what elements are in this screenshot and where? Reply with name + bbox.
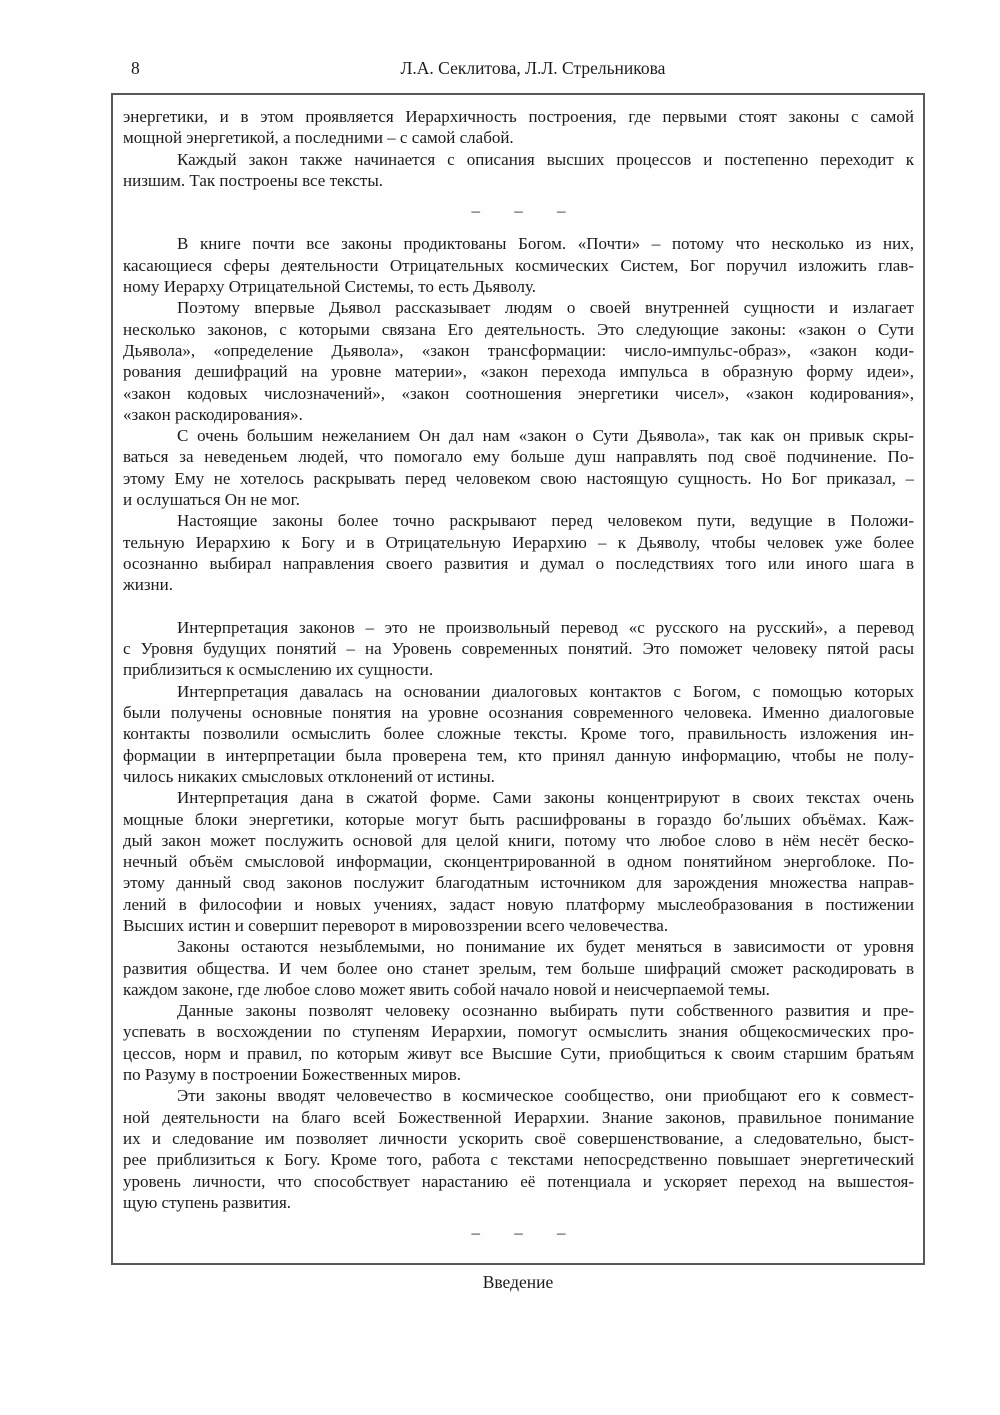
text-line: осознанно выбирал направления своего развития и думал о последствиях того или иного шага в	[123, 553, 914, 573]
paragraph	[123, 936, 914, 1000]
text-line: Дьявола», «определение Дьявола», «закон трансформации: число-импульс-образ», «закон коди-	[123, 340, 914, 360]
page-number: 8	[131, 58, 140, 78]
paragraph	[123, 681, 914, 787]
text-line: этому данный свод законов послужит благодатным источником для зарождения множества направ-	[123, 873, 914, 893]
text-line: уровень личности, что способствует нарастанию её потенциала и ускоряет переход на вышестоя-	[123, 1171, 914, 1191]
text-line: ному Иерарху Отрицательной Системы, то есть Дьяволу.	[123, 277, 537, 297]
text-line: рее приблизиться к Богу. Кроме того, работа с текстами непосредственно повышает энергетический	[123, 1150, 914, 1170]
text-line: каждом законе, где любое слово может явить собой начало новой и неисчерпаемой темы.	[123, 979, 770, 999]
paragraph	[123, 787, 914, 936]
text-line: «закон раскодирования».	[123, 404, 303, 424]
paragraph	[123, 1000, 914, 1085]
paragraph	[123, 233, 914, 297]
text-line: формации в интерпретации была проверена тем, кто принял данную информацию, чтобы не полу-	[123, 745, 914, 765]
text-line: дый закон может послужить основой для целой книги, потому что любое слово в нём несёт беско-	[123, 830, 914, 850]
text-line: тельную Иерархию к Богу и в Отрицательную Иерархию – к Дьяволу, чтобы человек уже более	[123, 532, 914, 552]
text-line: мощной энергетикой, а последними – с самой слабой.	[123, 128, 514, 148]
section-heading: Введение	[482, 1272, 554, 1292]
text-line: контакты позволили осмыслить более сложные тексты. Кроме того, правильность изложения ин-	[123, 724, 914, 744]
text-line: Настоящие законы более точно раскрывают перед человеком пути, ведущие в Положи-	[177, 511, 914, 531]
text-line: Данные законы позволят человеку осознанно выбирать пути собственного развития и пре-	[177, 1001, 914, 1021]
text-line: ваться за неведеньем людей, что помогало ему больше душ направлять под своё подчинение. По-	[123, 447, 914, 467]
text-line: успевать в восхождении по ступеням Иерархии, помогут осмыслить знания общекосмических про-	[123, 1022, 914, 1042]
text-line: Законы остаются незыблемыми, но понимание их будет меняться в зависимости от уровня	[177, 937, 914, 957]
text-line: касающиеся сферы деятельности Отрицательных космических Систем, Бог поручил изложить глав-	[123, 255, 914, 275]
text-line: жизни.	[123, 575, 174, 595]
text-line: низшим. Так построены все тексты.	[123, 170, 384, 190]
text-line: с Уровня будущих понятий – на Уровень современных понятий. Это поможет человеку пятой расы	[123, 639, 914, 659]
text-line: рования дешифраций на уровне материи», «закон перехода импульса в образную форму идеи»,	[123, 362, 914, 382]
text-line: энергетики, и в этом проявляется Иерархичность построения, где первыми стоят законы с самой	[123, 107, 914, 126]
text-box	[111, 93, 925, 1265]
text-line: несколько законов, с которыми связана Его деятельность. Это следующие законы: «закон о Сути	[123, 319, 914, 339]
paragraph	[123, 510, 914, 595]
text-line: мощные блоки энергетики, которые могут быть расшифрованы в гораздо бо′льших объёмах. Каж-	[123, 809, 914, 829]
text-line: «закон кодовых числозначений», «закон соотношения энергетики чисел», «закон кодирования»,	[123, 383, 914, 403]
text-line: по Разуму в построении Божественных миров.	[123, 1065, 462, 1085]
paragraph	[123, 617, 914, 681]
text-line: Высших истин и совершит переворот в мировоззрении всего человечества.	[123, 915, 669, 935]
text-line: приблизиться к осмыслению их сущности.	[123, 660, 434, 680]
text-line: Интерпретация дана в сжатой форме. Сами законы концентрируют в своих текстах очень	[177, 788, 914, 808]
paragraph	[123, 297, 914, 425]
text-line: Эти законы вводят человечество в космическое сообщество, они приобщают его к совмест-	[177, 1086, 914, 1106]
text-line: Интерпретация давалась на основании диалоговых контактов с Богом, с помощью которых	[177, 681, 914, 701]
text-line: и ослушаться Он не мог.	[123, 490, 300, 510]
text-line: щую ступень развития.	[123, 1192, 292, 1212]
text-line: чилось никаких смысловых отклонений от истины.	[123, 766, 495, 786]
text-line: Поэтому впервые Дьявол рассказывает людям о своей внутренней сущности и излагает	[177, 298, 914, 318]
text-line: В книге почти все законы продиктованы Богом. «Почти» – потому что несколько из них,	[177, 234, 914, 254]
text-line: этому Ему не хотелось раскрывать перед человеком свою настоящую сущность. Но Бог приказал, –	[123, 468, 914, 488]
text-line: были получены основные понятия на уровне осознания современного человека. Именно диалоговые	[123, 703, 914, 723]
paragraph	[123, 1085, 914, 1213]
paragraph	[123, 425, 914, 510]
text-line: лений в философии и новых учениях, задаст новую платформу мыслеобразования в постижении	[123, 894, 914, 914]
text-line: нечный объём смысловой информации, сконцентрированной в одном понятийном энергоблоке. По-	[123, 852, 914, 872]
text-line: С очень большим нежеланием Он дал нам «закон о Сути Дьявола», так как он привык скры-	[177, 426, 914, 446]
section-separator-dashes: – – –	[471, 201, 566, 221]
text-line: цессов, норм и правил, по которым живут все Высшие Сути, приобщиться к своим старшим братьям	[123, 1043, 914, 1063]
section-separator-dashes: – – –	[471, 1223, 566, 1243]
paragraph-gap	[123, 596, 914, 617]
text-line: Интерпретация законов – это не произвольный перевод «с русского на русский», а перевод	[177, 617, 914, 637]
text-line: Каждый закон также начинается с описания высших процессов и постепенно переходит к	[177, 149, 914, 169]
running-header-authors: Л.А. Секлитова, Л.Л. Стрельникова	[400, 58, 666, 78]
text-line: их и следование им позволяет личности ускорить своё совершенствование, а следовательно, быст-	[123, 1128, 914, 1148]
paragraph	[123, 106, 914, 149]
paragraph	[123, 149, 914, 192]
text-line: развития общества. И чем более оно станет зрелым, тем больше шифраций сможет раскодировать в	[123, 958, 914, 978]
page-header	[111, 57, 925, 81]
text-line: ной деятельности на благо всей Божественной Иерархии. Знание законов, правильное понимание	[123, 1107, 914, 1127]
